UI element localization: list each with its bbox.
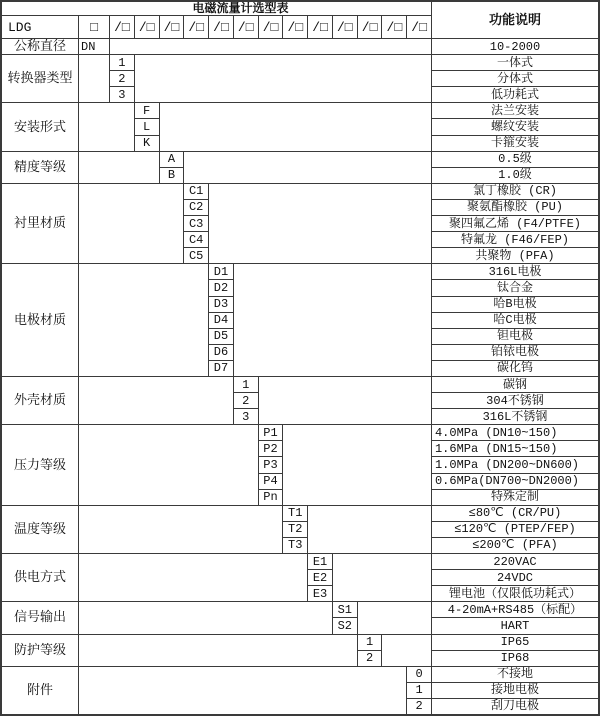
group-label: 信号输出 [2, 602, 78, 633]
code-cell: T3 [283, 538, 307, 553]
description-cell: 低功耗式 [432, 87, 598, 102]
description-cell: 特殊定制 [432, 490, 598, 505]
group-label: 精度等级 [2, 152, 78, 183]
description-cell: IP65 [432, 635, 598, 650]
code-cell: B [160, 168, 184, 183]
description-cell: 4-20mA+RS485（标配） [432, 602, 598, 617]
code-cell: 3 [234, 409, 258, 424]
description-cell: 316L不锈钢 [432, 409, 598, 424]
description-cell: 0.5级 [432, 152, 598, 167]
empty-cell [283, 425, 431, 504]
empty-cell [79, 635, 357, 666]
model-first-box: □ [79, 16, 109, 38]
description-cell: ≤200℃ (PFA) [432, 538, 598, 553]
model-slot: /□ [234, 16, 258, 38]
group-label: 转换器类型 [2, 55, 78, 102]
group-label: 压力等级 [2, 425, 78, 504]
empty-cell [79, 55, 109, 102]
code-cell: L [135, 119, 159, 134]
function-description-header: 功能说明 [432, 2, 598, 38]
code-cell: S2 [333, 618, 357, 633]
description-cell: 法兰安装 [432, 103, 598, 118]
description-cell: 一体式 [432, 55, 598, 70]
description-cell: ≤80℃ (CR/PU) [432, 506, 598, 521]
group-label: 安装形式 [2, 103, 78, 150]
code-cell: 3 [110, 87, 134, 102]
description-cell: 哈C电极 [432, 313, 598, 328]
description-cell: 共聚物 (PFA) [432, 248, 598, 263]
code-cell: D2 [209, 280, 233, 295]
model-slot: /□ [283, 16, 307, 38]
model-slot: /□ [259, 16, 283, 38]
description-cell: 刮刀电极 [432, 699, 598, 714]
model-slot: /□ [382, 16, 406, 38]
group-label: 电极材质 [2, 264, 78, 376]
empty-cell [79, 506, 282, 553]
model-slot: /□ [308, 16, 332, 38]
group-label: 防护等级 [2, 635, 78, 666]
code-cell: A [160, 152, 184, 167]
code-cell: 2 [407, 699, 431, 714]
empty-cell [358, 602, 431, 633]
code-cell: 2 [358, 651, 382, 666]
description-cell: 10-2000 [432, 39, 598, 54]
code-cell: P4 [259, 474, 283, 489]
empty-cell [234, 264, 431, 376]
description-cell: 1.0级 [432, 168, 598, 183]
description-cell: 哈B电极 [432, 297, 598, 312]
code-cell: 0 [407, 667, 431, 682]
description-cell: 聚氨酯橡胶 (PU) [432, 200, 598, 215]
description-cell: 316L电极 [432, 264, 598, 279]
group-label: 衬里材质 [2, 184, 78, 263]
code-cell: E2 [308, 570, 332, 585]
empty-cell [382, 635, 431, 666]
empty-cell [110, 39, 431, 54]
description-cell: 卡箍安装 [432, 136, 598, 151]
group-label: 温度等级 [2, 506, 78, 553]
description-cell: 碳化钨 [432, 361, 598, 376]
description-cell: 碳钢 [432, 377, 598, 392]
model-slot: /□ [333, 16, 357, 38]
empty-cell [79, 264, 208, 376]
code-cell: C1 [184, 184, 208, 199]
code-cell: C4 [184, 232, 208, 247]
code-cell: D7 [209, 361, 233, 376]
code-cell: E1 [308, 554, 332, 569]
group-label: 供电方式 [2, 554, 78, 601]
code-cell: 2 [234, 393, 258, 408]
description-cell: 不接地 [432, 667, 598, 682]
code-cell: P2 [259, 441, 283, 456]
description-cell: ≤120℃ (PTEP/FEP) [432, 522, 598, 537]
group-label: 附件 [2, 667, 78, 714]
description-cell: 锂电池（仅限低功耗式） [432, 586, 598, 601]
code-cell: T2 [283, 522, 307, 537]
description-cell: HART [432, 618, 598, 633]
code-cell: 1 [358, 635, 382, 650]
empty-cell [79, 103, 134, 150]
code-cell: P1 [259, 425, 283, 440]
empty-cell [79, 425, 258, 504]
description-cell: 304不锈钢 [432, 393, 598, 408]
empty-cell [308, 506, 431, 553]
code-cell: F [135, 103, 159, 118]
description-cell: 接地电极 [432, 683, 598, 698]
code-cell: D5 [209, 329, 233, 344]
model-slot: /□ [184, 16, 208, 38]
description-cell: 氯丁橡胶 (CR) [432, 184, 598, 199]
model-prefix: LDG [2, 16, 78, 38]
code-cell: D6 [209, 345, 233, 360]
code-cell: C3 [184, 216, 208, 231]
description-cell: 0.6MPa(DN700~DN2000) [432, 474, 598, 489]
group-label: 外壳材质 [2, 377, 78, 424]
empty-cell [79, 377, 233, 424]
empty-cell [333, 554, 431, 601]
empty-cell [209, 184, 431, 263]
empty-cell [259, 377, 431, 424]
description-cell: 4.0MPa (DN10~150) [432, 425, 598, 440]
code-cell: C5 [184, 248, 208, 263]
description-cell: 特氟龙 (F46/FEP) [432, 232, 598, 247]
description-cell: 螺纹安装 [432, 119, 598, 134]
code-cell: E3 [308, 586, 332, 601]
code-cell: P3 [259, 457, 283, 472]
model-slot: /□ [135, 16, 159, 38]
description-cell: 钽电极 [432, 329, 598, 344]
description-cell: 1.0MPa (DN200~DN600) [432, 457, 598, 472]
description-cell: 钛合金 [432, 280, 598, 295]
description-cell: IP68 [432, 651, 598, 666]
code-cell: K [135, 136, 159, 151]
description-cell: 220VAC [432, 554, 598, 569]
code-cell: S1 [333, 602, 357, 617]
code-cell: D1 [209, 264, 233, 279]
table-title: 电磁流量计选型表 [2, 2, 431, 15]
description-cell: 1.6MPa (DN15~150) [432, 441, 598, 456]
description-cell: 铂铱电极 [432, 345, 598, 360]
code-cell: 1 [407, 683, 431, 698]
empty-cell [184, 152, 431, 183]
code-cell: Pn [259, 490, 283, 505]
code-cell: D4 [209, 313, 233, 328]
description-cell: 24VDC [432, 570, 598, 585]
model-slot: /□ [358, 16, 382, 38]
empty-cell [79, 152, 159, 183]
empty-cell [79, 667, 406, 714]
description-cell: 聚四氟乙烯 (F4/PTFE) [432, 216, 598, 231]
model-slot: /□ [407, 16, 431, 38]
model-slot: /□ [209, 16, 233, 38]
empty-cell [135, 55, 431, 102]
code-cell: 2 [110, 71, 134, 86]
empty-cell [79, 602, 332, 633]
description-cell: 分体式 [432, 71, 598, 86]
empty-cell [79, 554, 307, 601]
code-cell: D3 [209, 297, 233, 312]
empty-cell [160, 103, 431, 150]
code-cell: C2 [184, 200, 208, 215]
code-cell: 1 [110, 55, 134, 70]
model-slot: /□ [160, 16, 184, 38]
empty-cell [79, 184, 183, 263]
group-label: 公称直径 [2, 39, 78, 54]
code-cell: 1 [234, 377, 258, 392]
code-cell: DN [79, 39, 109, 54]
code-cell: T1 [283, 506, 307, 521]
model-slot: /□ [110, 16, 134, 38]
